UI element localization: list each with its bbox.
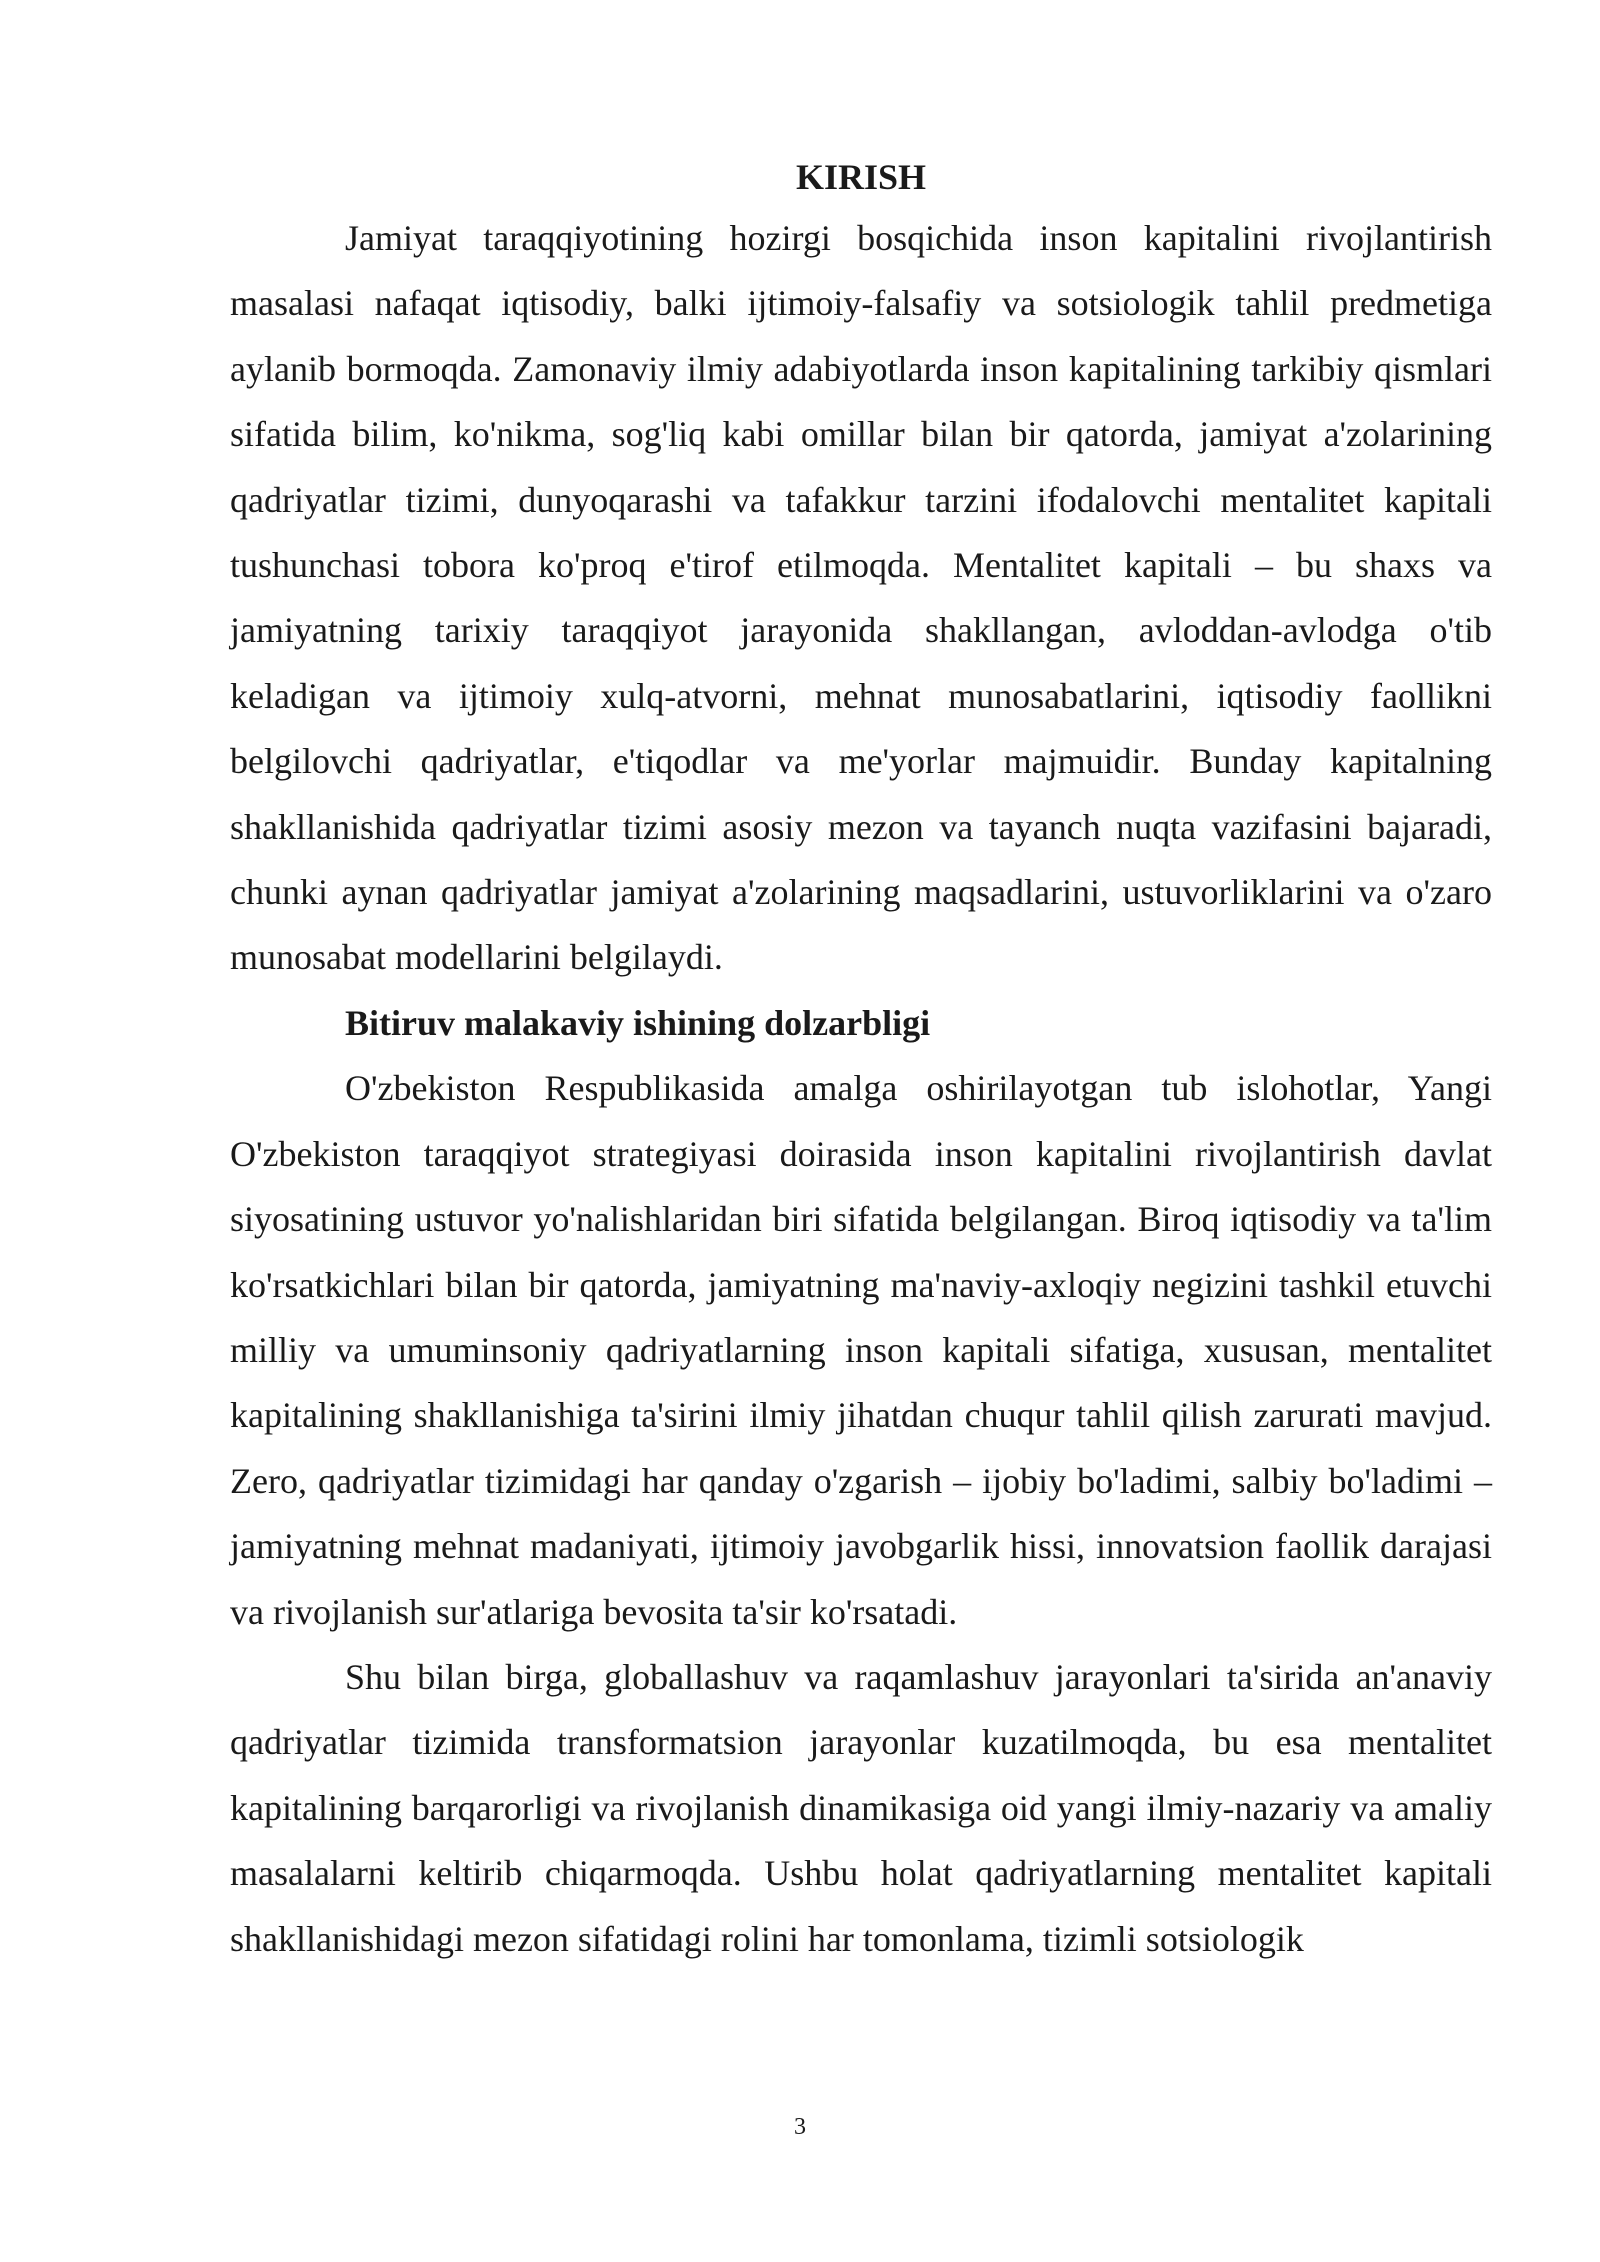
page-title: KIRISH — [795, 157, 927, 197]
relevance-paragraph: O'zbekiston Respublikasida amalga oshirilayotgan tub islohotlar, Yangi O'zbekiston taraqqiyot strategiyasi doirasida inson kapitalini rivojlantirish davlat siyosatining ustuvor yo'nalishlaridan biri sifatida belgilangan. Biroq iqtisodiy va ta'lim ko'rsatkichlari bilan bir qatorda, jamiyatning ma'naviy-axloqiy negizini tashkil etuvchi milliy va umuminsoniy qadriyatlarning inson kapitali sifatiga, xususan, mentalitet kapitalining shakllanishiga ta'sirini ilmiy jihatdan chuqur tahlil qilish zarurati mavjud. Zero, qadriyatlar tizimidagi har qanday o'zgarish – ijobiy bo'ladimi, salbiy bo'ladimi – jamiyatning mehnat madaniyati, ijtimoiy javobgarlik hissi, innovatsion faollik darajasi va rivojlanish sur'atlariga bevosita ta'sir ko'rsatadi. — [230, 1068, 1492, 1632]
intro-paragraph: Jamiyat taraqqiyotining hozirgi bosqichida inson kapitalini rivojlantirish masalasi nafaqat iqtisodiy, balki ijtimoiy-falsafiy va sotsiologik tahlil predmetiga aylanib bormoqda. Zamonaviy ilmiy adabiyotlarda inson kapitalining tarkibiy qismlari sifatida bilim, ko'nikma, sog'liq kabi omillar bilan bir qatorda, jamiyat a'zolarining qadriyatlar tizimi, dunyoqarashi va tafakkur tarzini ifodalovchi mentalitet kapitali tushunchasi tobora ko'proq e'tirof etilmoqda. Mentalitet kapitali – bu shaxs va jamiyatning tarixiy taraqqiyot jarayonida shakllangan, avloddan-avlodga o'tib keladigan va ijtimoiy xulq-atvorni, mehnat munosabatlarini, iqtisodiy faollikni belgilovchi qadriyatlar, e'tiqodlar va me'yorlar majmuidir. Bunday kapitalning shakllanishida qadriyatlar tizimi asosiy mezon va tayanch nuqta vazifasini bajaradi, chunki aynan qadriyatlar jamiyat a'zolarining maqsadlarini, ustuvorliklarini va o'zaro munosabat modellarini belgilaydi. — [230, 218, 1492, 978]
section-subheading: Bitiruv malakaviy ishining dolzarbligi — [345, 1002, 931, 1043]
globalization-paragraph: Shu bilan birga, globallashuv va raqamlashuv jarayonlari ta'sirida an'anaviy qadriyatlar tizimida transformatsion jarayonlar kuzatilmoqda, bu esa mentalitet kapitalining barqarorligi va rivojlanish dinamikasiga oid yangi ilmiy-nazariy va amaliy masalalarni keltirib chiqarmoqda. Ushbu holat qadriyatlarning mentalitet kapitali shakllanishidagi mezon sifatidagi rolini har tomonlama, tizimli sotsiologik — [230, 1656, 1492, 1959]
document-page — [230, 148, 1492, 1972]
page-number: 3 — [794, 2114, 806, 2140]
